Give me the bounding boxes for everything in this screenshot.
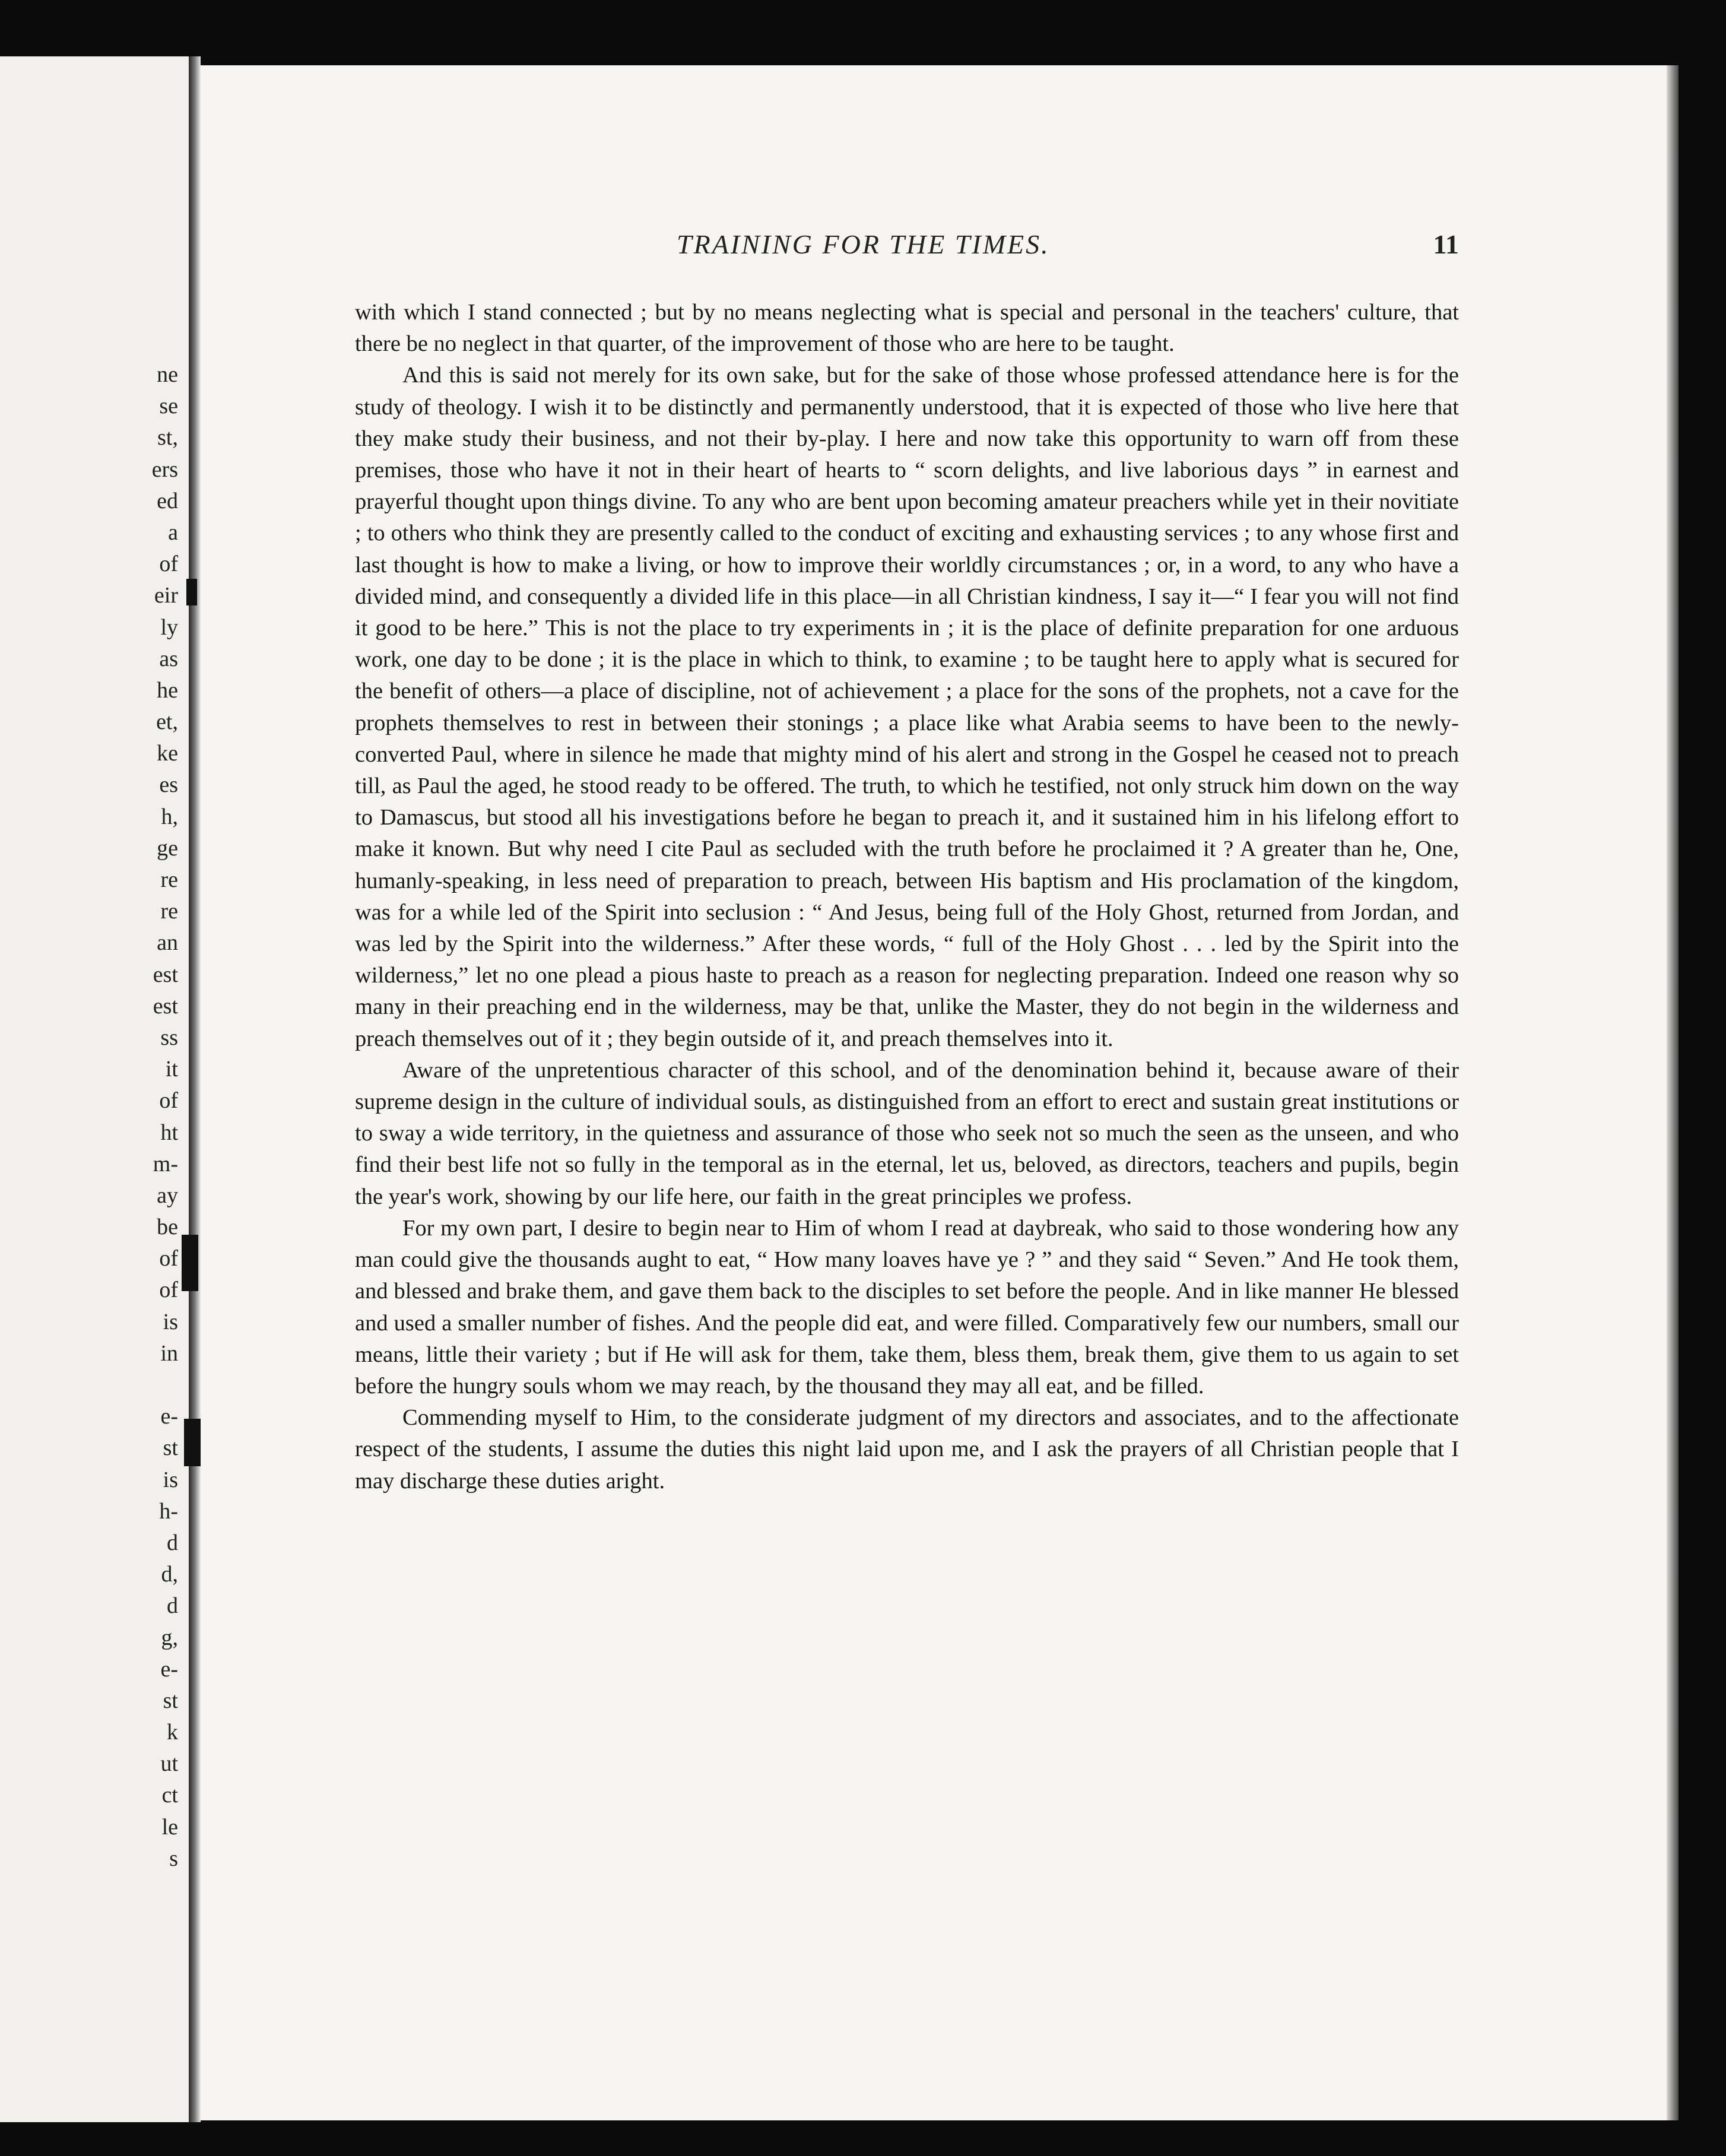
fragment-line: ed: [157, 488, 178, 513]
fragment-line: st: [163, 1435, 178, 1461]
running-title: TRAINING FOR THE TIMES.: [677, 229, 1050, 259]
fragment-line: ge: [157, 835, 178, 861]
fragment-line: d: [167, 1593, 178, 1619]
fragment-line: [0, 1369, 178, 1401]
fragment-line: is: [163, 1467, 178, 1492]
fragment-line: as: [159, 646, 178, 671]
fragment-line: es: [159, 772, 178, 798]
fragment-line: an: [157, 930, 178, 956]
fragment-line: ne: [157, 362, 178, 387]
fragment-line: eir: [154, 583, 178, 608]
fragment-line: ke: [157, 741, 178, 766]
fragment-line: ay: [157, 1182, 178, 1208]
fragment-line: e-: [160, 1656, 178, 1682]
fragment-line: est: [153, 962, 178, 987]
fragment-line: e-: [160, 1404, 178, 1429]
fragment-line: d: [167, 1530, 178, 1555]
fragment-line: h-: [159, 1498, 178, 1524]
fragment-line: d,: [161, 1562, 178, 1587]
fragment-line: of: [159, 551, 178, 577]
fragment-line: ht: [160, 1120, 178, 1145]
fragment-line: of: [159, 1088, 178, 1114]
fragment-line: h,: [161, 804, 178, 829]
fragment-line: m-: [153, 1151, 178, 1177]
gutter-mark: [182, 1235, 198, 1291]
paragraph: And this is said not merely for its own sake, but for the sake of those whose professed attendance here is for the study of theology. I wish it to be distinctly and permanently understood, that it is expected of those who live here that they make study their business, and not their by-play. I here and now take this opportunity to warn off from these premises, those who have it not in their heart of hearts to “ scorn delights, and live laborious days ” in earnest and prayerful thought upon things divine. To any who are bent upon becoming amateur preachers while yet in their novitiate ; to others who think they are presently called to the conduct of exciting and exhausting services ; to any whose first and last thought is how to make a living, or how to improve their worldly circumstances ; or, in a word, to any who have a divided mind, and consequently a divided life in this place—in all Christian kindness, I say it—“ I fear you will not find it good to be here.” This is not the place to try experiments in ; it is the place of definite preparation for one arduous work, one day to be done ; it is the place in which to think, to examine ; to be taught here to apply what is secured for the benefit of others—a place of discipline, not of achievement ; a place for the sons of the prophets, not a cave for the prophets themselves to rest in between their stonings ; a place like what Arabia seems to have been to the newly-converted Paul, where in silence he made that mighty mind of his alert and strong in the Gospel he ceased not to preach till, as Paul the aged, he stood ready to be offered. The truth, to which he testified, not only struck him down on the way to Damascus, but stood all his investigations before he began to preach it, and it sustained him in his lifelong effort to make it known. But why need I cite Paul as secluded with the truth before he proclaimed it ? A greater than he, One, humanly-speaking, in less need of preparation to preach, between His baptism and His proclamation of the kingdom, was for a while led of the Spirit into seclusion : “ And Jesus, being full of the Holy Ghost, returned from Jordan, and was led by the Spirit into the wilderness.” After these words, “ full of the Holy Ghost . . . led by the Spirit into the wilderness,” let no one plead a pious haste to preach as a reason for neglecting preparation. Indeed one reason why so many in their preaching end in the wilderness, may be that, unlike the Master, they do not begin in the wilderness and preach themselves out of it ; they begin outside of it, and preach themselves into it.: [355, 363, 1459, 1051]
fragment-line: ly: [160, 614, 178, 640]
page-number: 11: [1433, 229, 1459, 259]
fragment-line: ut: [160, 1751, 178, 1777]
fragment-line: ct: [161, 1783, 178, 1808]
facing-page: [0, 56, 189, 2122]
paragraph: Commending myself to Him, to the considerate judgment of my directors and associates, and to the affectionate respect of the students, I assume the duties this night laid upon me, and I ask the prayers of all Christian people that I may discharge these duties aright.: [355, 1405, 1459, 1494]
body-text: [355, 297, 1459, 1497]
fragment-line: it: [165, 1057, 178, 1082]
paragraph: with which I stand connected ; but by no means neglecting what is special and personal in the teachers' culture, that there be no neglect in that quarter, of the improvement of those who are here to be taught.: [355, 300, 1459, 357]
fragment-line: re: [160, 867, 178, 892]
fragment-line: se: [159, 394, 178, 419]
fragment-line: est: [153, 993, 178, 1019]
fragment-line: is: [163, 1309, 178, 1334]
fragment-line: st,: [157, 425, 178, 451]
page-edge-shadow: [1667, 65, 1679, 2120]
fragment-line: re: [160, 899, 178, 924]
fragment-line: st: [163, 1688, 178, 1713]
fragment-line: k: [167, 1720, 178, 1745]
paragraph: Aware of the unpretentious character of this school, and of the denomination behind it, because aware of their supreme design in the culture of individual souls, as distinguished from an effort to erect and sustain great institutions or to sway a wide territory, in the quietness and assurance of those who seek not so much the seen as the unseen, and who find their best life not so fully in the temporal as in the eternal, let us, beloved, as directors, teachers and pupils, begin the year's work, showing by our life here, our faith in the great principles we profess.: [355, 1057, 1459, 1209]
fragment-line: et,: [156, 709, 178, 735]
fragment-line: he: [157, 677, 178, 703]
facing-page-text: [0, 359, 178, 1875]
fragment-line: of: [159, 1246, 178, 1272]
book-gutter: [189, 56, 201, 2122]
fragment-line: s: [169, 1846, 178, 1871]
page-header: [677, 229, 1459, 264]
fragment-line: a: [168, 519, 178, 545]
fragment-line: be: [157, 1215, 178, 1240]
fragment-line: in: [160, 1340, 178, 1366]
fragment-line: of: [159, 1277, 178, 1303]
fragment-line: g,: [161, 1625, 178, 1650]
fragment-line: ers: [151, 456, 178, 482]
fragment-line: le: [161, 1814, 178, 1840]
paragraph: For my own part, I desire to begin near to Him of whom I read at daybreak, who said to those wondering how any man could give the thousands aught to eat, “ How many loaves have ye ? ” and they said “ Seven.” And He took them, and blessed and brake them, and gave them back to the disciples to set before the people. And in like manner He blessed and used a smaller number of fishes. And the people did eat, and were filled. Comparatively few our numbers, small our means, little their variety ; but if He will ask for them, take them, bless them, break them, give them to us again to set before the hungry souls whom we may reach, by the thousand they may all eat, and be filled.: [355, 1215, 1459, 1399]
gutter-mark: [186, 579, 197, 605]
fragment-line: ss: [160, 1025, 178, 1050]
